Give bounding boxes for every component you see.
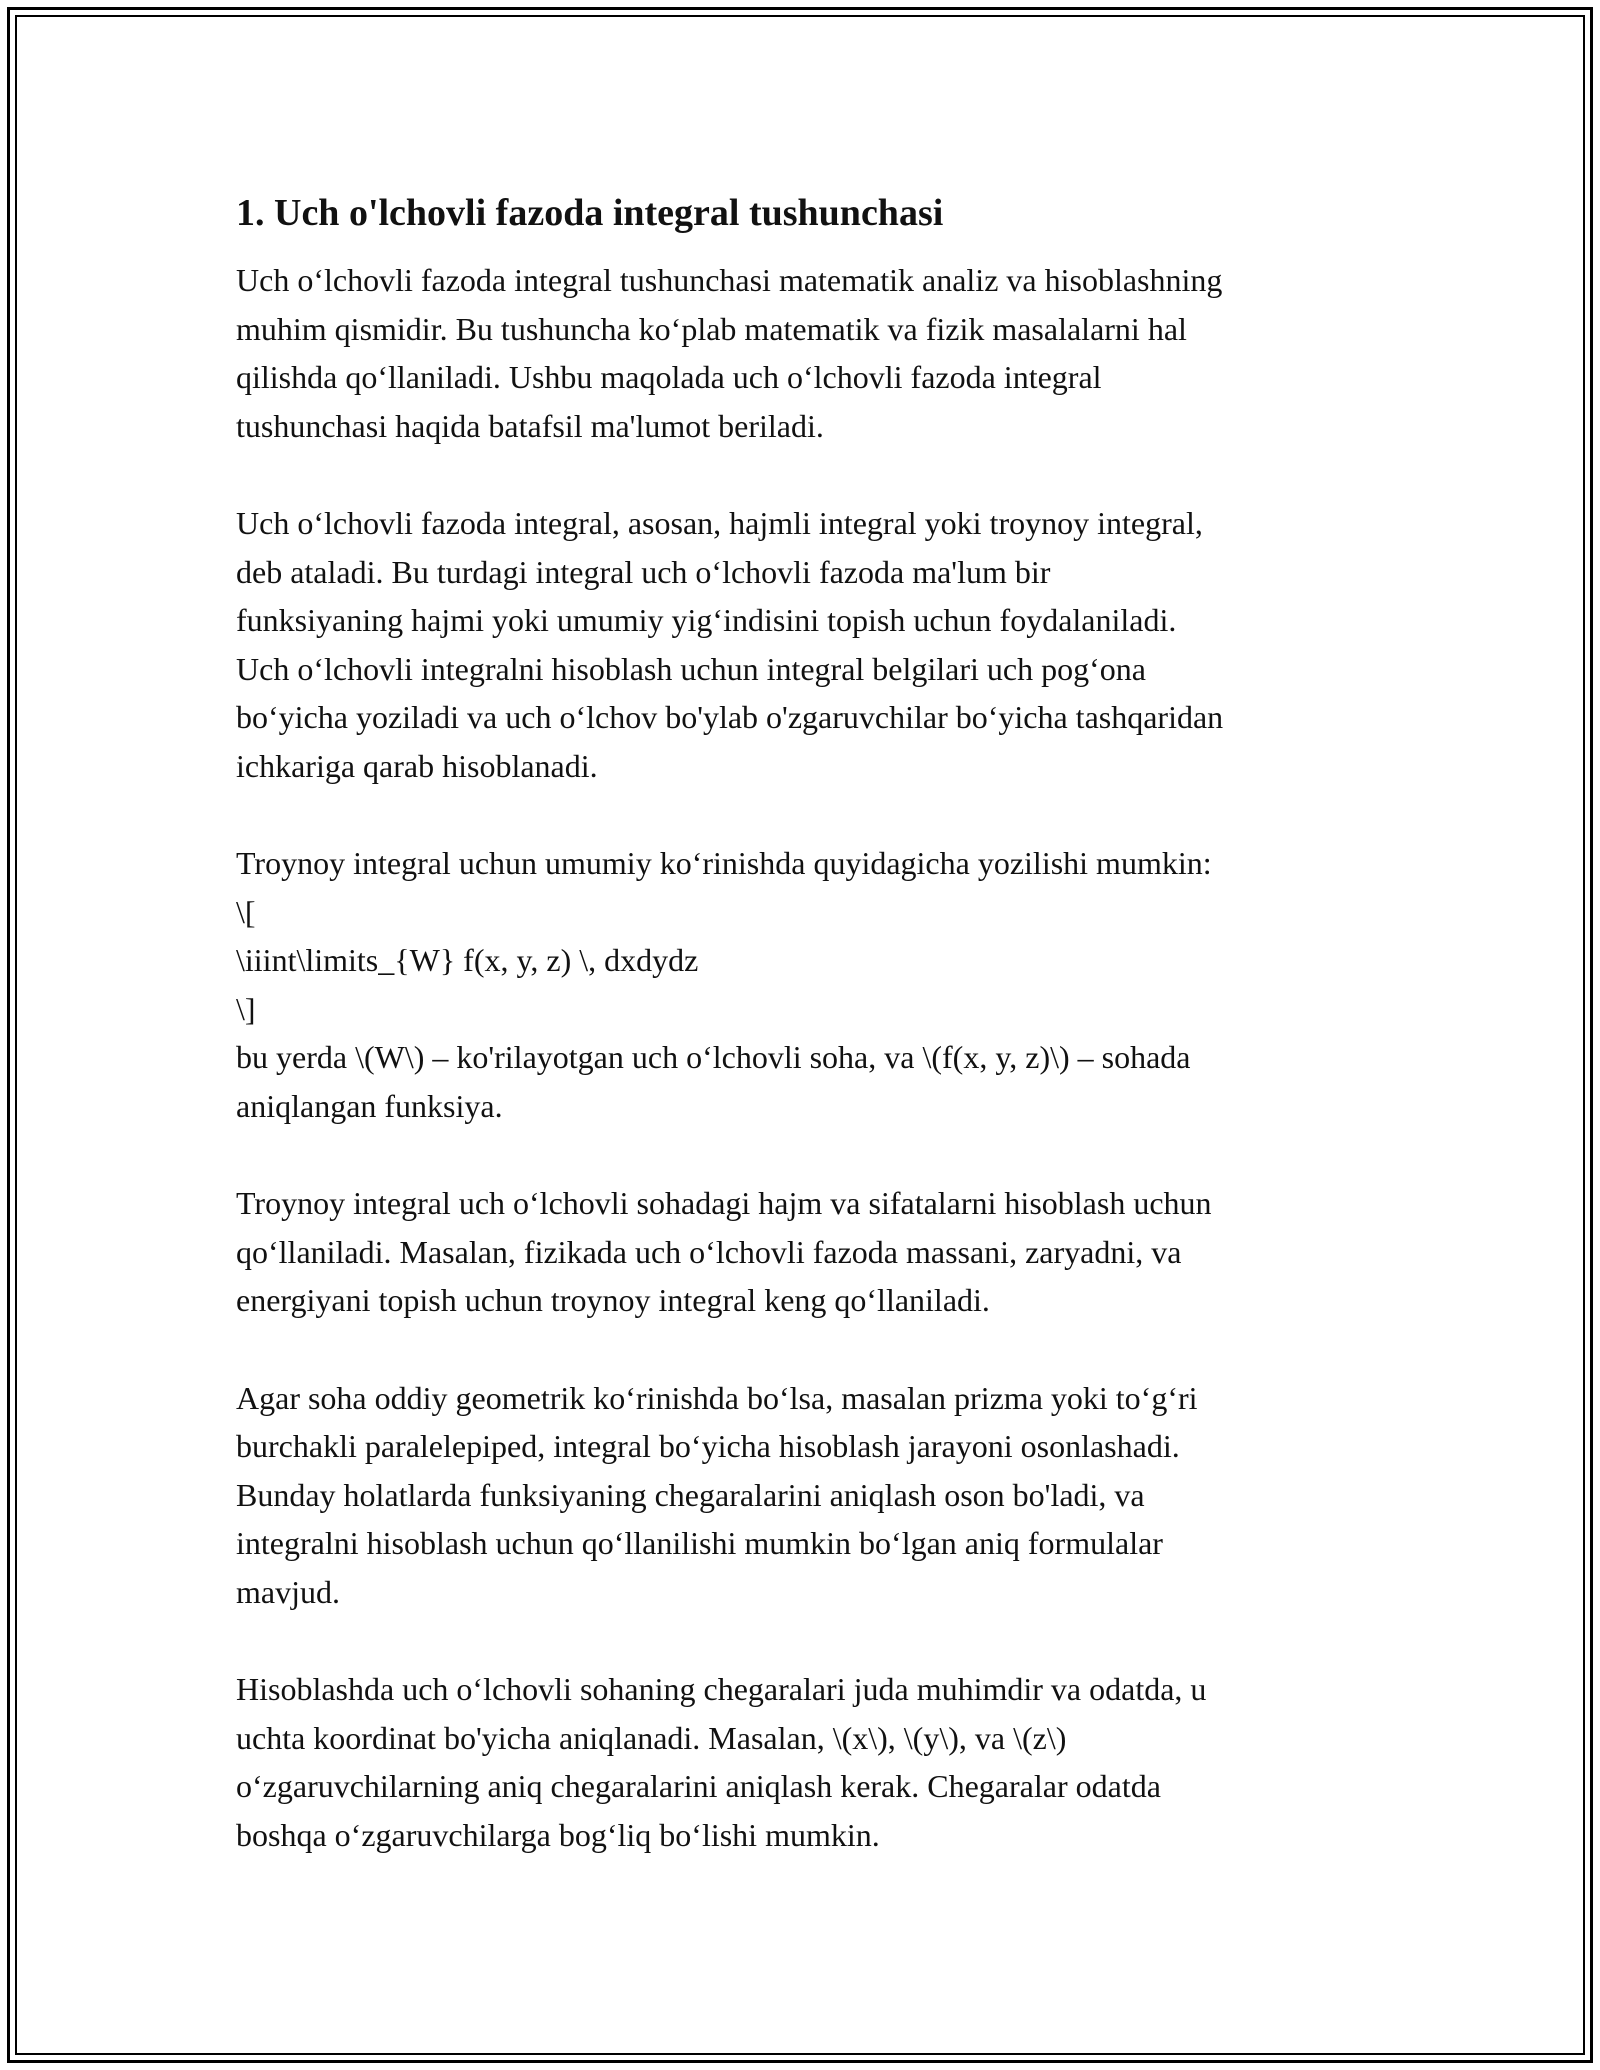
text-line: Agar soha oddiy geometrik ko‘rinishda bo‘lsa, masalan prizma yoki to‘g‘ri bbox=[236, 1379, 1198, 1416]
text-line: boshqa o‘zgaruvchilarga bog‘liq bo‘lishi mumkin. bbox=[236, 1816, 880, 1853]
text-line: o‘zgaruvchilarning aniq chegaralarini aniqlash kerak. Chegaralar odatda bbox=[236, 1768, 1161, 1804]
text-line: integralni hisoblash uchun qo‘llanilishi mumkin bo‘lgan aniq formulalar bbox=[236, 1525, 1163, 1561]
text-line: aniqlangan funksiya. bbox=[236, 1087, 503, 1124]
text-line: Uch o‘lchovli fazoda integral tushunchasi matematik analiz va hisoblashning bbox=[236, 262, 1223, 298]
text-line: funksiyaning hajmi yoki umumiy yig‘indisini topish uchun foydalaniladi. bbox=[236, 602, 1177, 638]
text-line: mavjud. bbox=[236, 1573, 340, 1610]
page-title: 1. Uch o'lchovli fazoda integral tushunchasi bbox=[236, 192, 944, 234]
text-line: Bunday holatlarda funksiyaning chegaralarini aniqlash oson bo'ladi, va bbox=[236, 1476, 1145, 1513]
text-line: Uch o‘lchovli fazoda integral, asosan, hajmli integral yoki troynoy integral, bbox=[236, 505, 1203, 541]
text-line: Hisoblashda uch o‘lchovli sohaning chegaralari juda muhimdir va odatda, u bbox=[236, 1671, 1207, 1707]
text-line: qilishda qo‘llaniladi. Ushbu maqolada uch o‘lchovli fazoda integral bbox=[236, 359, 1102, 395]
paragraph-formula bbox=[236, 839, 1376, 1130]
text-line: Uch o‘lchovli integralni hisoblash uchun integral belgilari uch pog‘ona bbox=[236, 650, 1146, 687]
text-line: bu yerda \(W\) – ko'rilayotgan uch o‘lchovli soha, va \(f(x, y, z)\) – sohada bbox=[236, 1039, 1191, 1075]
text-line: tushunchasi haqida batafsil ma'lumot beriladi. bbox=[236, 407, 824, 444]
text-line: Troynoy integral uch o‘lchovli sohadagi hajm va sifatalarni hisoblash uchun bbox=[236, 1185, 1212, 1221]
formula-body: \iiint\limits_{W} f(x, y, z) \, dxdydz bbox=[236, 942, 699, 978]
text-line: qo‘llaniladi. Masalan, fizikada uch o‘lchovli fazoda massani, zaryadni, va bbox=[236, 1233, 1182, 1270]
text-line: ichkariga qarab hisoblanadi. bbox=[236, 747, 598, 784]
text-line: bo‘yicha yoziladi va uch o‘lchov bo'ylab o'zgaruvchilar bo‘yicha tashqaridan bbox=[236, 699, 1224, 735]
text-line: muhim qismidir. Bu tushuncha ko‘plab matematik va fizik masalalarni hal bbox=[236, 310, 1187, 347]
paragraph-volume-integral bbox=[236, 499, 1376, 790]
text-line: burchakli paralelepiped, integral bo‘yicha hisoblash jarayoni osonlashadi. bbox=[236, 1428, 1180, 1464]
text-line: energiyani topish uchun troynoy integral keng qo‘llaniladi. bbox=[236, 1282, 990, 1318]
paragraph-applications bbox=[236, 1179, 1376, 1325]
text-line: uchta koordinat bo'yicha aniqlanadi. Masalan, \(x\), \(y\), va \(z\) bbox=[236, 1719, 1067, 1756]
document-body bbox=[236, 188, 1376, 1908]
formula-open: \[ bbox=[236, 893, 256, 930]
paragraph-boundaries bbox=[236, 1665, 1376, 1859]
paragraph-geometry bbox=[236, 1374, 1376, 1617]
paragraph-intro bbox=[236, 256, 1376, 450]
formula-close: \] bbox=[236, 990, 256, 1027]
text-line: Troynoy integral uchun umumiy ko‘rinishda quyidagicha yozilishi mumkin: bbox=[236, 845, 1212, 881]
text-line: deb ataladi. Bu turdagi integral uch o‘lchovli fazoda ma'lum bir bbox=[236, 553, 1051, 590]
